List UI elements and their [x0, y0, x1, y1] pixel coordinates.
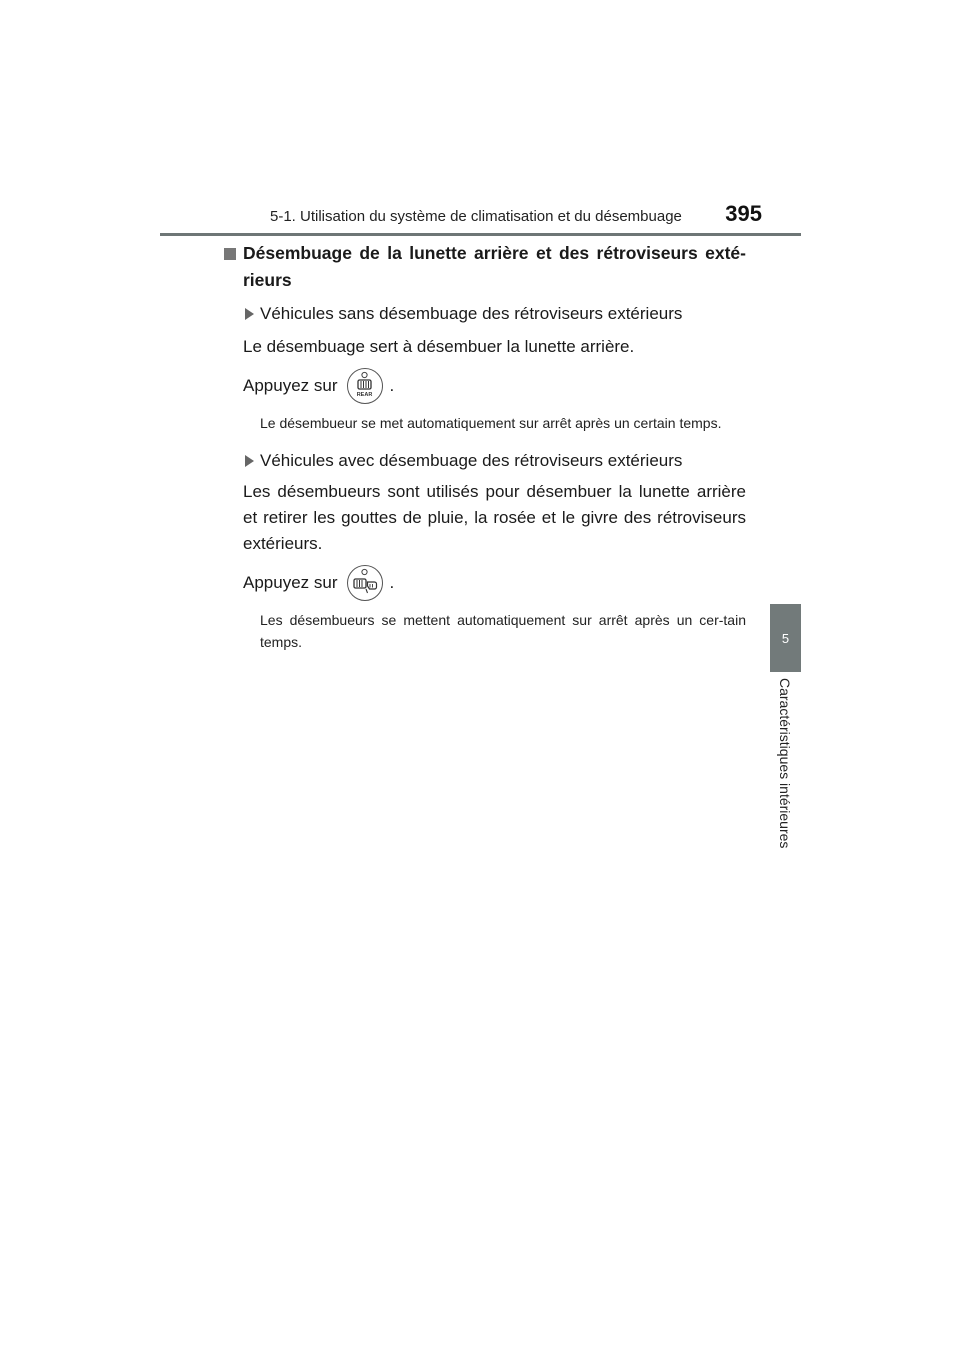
rear-defogger-button-icon: [347, 368, 383, 404]
header-divider: [160, 233, 801, 236]
variant-title-text: Véhicules sans désembuage des rétroviseurs extérieurs: [260, 304, 683, 323]
variant-with-mirror-defogger: [243, 449, 746, 653]
press-suffix: .: [389, 573, 395, 592]
page-content: [243, 240, 746, 653]
page-number: 395: [725, 201, 762, 226]
press-instruction: [243, 364, 746, 408]
press-suffix: .: [389, 376, 395, 395]
variant-title: [243, 302, 746, 326]
triangle-bullet-icon: [245, 455, 254, 467]
press-instruction: [243, 561, 746, 605]
variant-description: Le désembuage sert à désembuer la lunette arrière.: [243, 337, 635, 356]
chapter-tab-number: 5: [781, 630, 790, 646]
variant-description: Les désembueurs sont utilisés pour désembuer la lunette arrière et retirer les gouttes de pluie, la rosée et le givre des rétroviseurs extérieurs.: [243, 482, 746, 553]
rear-label: REAR: [356, 392, 372, 398]
auto-off-note: Les désembueurs se mettent automatiquement sur arrêt après un cer-tain temps.: [260, 612, 746, 650]
variant-title-text: Véhicules avec désembuage des rétroviseurs extérieurs: [260, 451, 683, 470]
section-heading: [243, 240, 746, 294]
triangle-bullet-icon: [245, 308, 254, 320]
auto-off-note: Le désembueur se met automatiquement sur arrêt après un certain temps.: [260, 415, 722, 431]
press-prefix: Appuyez sur: [243, 376, 338, 395]
chapter-side-label: [770, 678, 801, 868]
variant-title: [243, 449, 746, 473]
chapter-section-title: 5-1. Utilisation du système de climatisation et du désembuage: [270, 208, 682, 225]
chapter-side-label-text: Caractéristiques intérieures: [777, 678, 793, 849]
chapter-tab: [770, 604, 801, 672]
square-bullet-icon: [224, 248, 236, 260]
section-heading-text: Désembuage de la lunette arrière et des rétroviseurs exté-rieurs: [243, 243, 746, 290]
press-prefix: Appuyez sur: [243, 573, 338, 592]
rear-and-mirror-defogger-button-icon: [347, 565, 383, 601]
variant-without-mirror-defogger: [243, 302, 746, 434]
